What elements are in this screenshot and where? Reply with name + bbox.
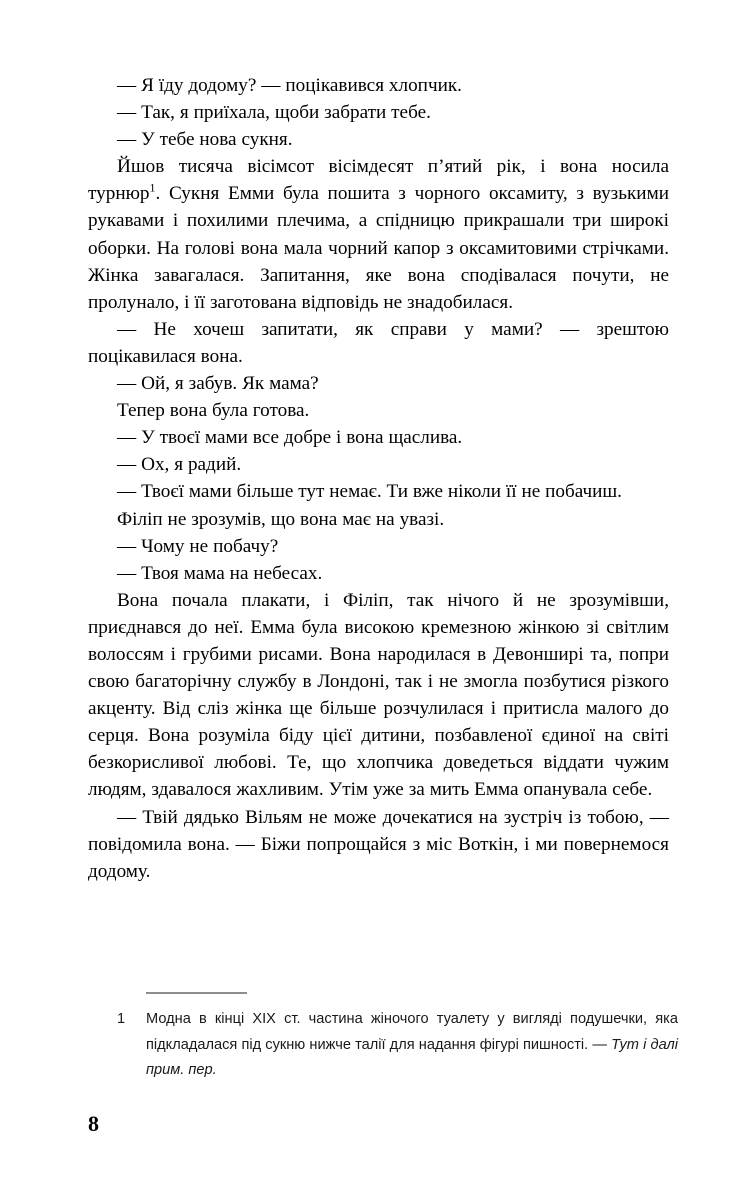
paragraph-dialogue-9: — Чому не побачу?: [117, 535, 279, 557]
footnote-text-italic: Тут і далі прим. пер.: [146, 1036, 678, 1078]
page-number: 8: [88, 1111, 99, 1136]
paragraph-dialogue-8: — Твоєї мами більше тут немає. Ти вже ніколи її не побачиш.: [117, 481, 622, 503]
paragraph-dialogue-2: — Так, я приїхала, щоби забрати тебе.: [117, 102, 431, 124]
footnote-text: [146, 1007, 678, 1084]
paragraph-dialogue-3: — У тебе нова сукня.: [117, 129, 293, 151]
footnote-text-regular: Модна в кінці XIX ст. частина жіночого туалету у вигляді подушечки, яка підкладалася під сукню нижче талії для надання фігурі пишності. —: [146, 1011, 678, 1053]
paragraph-narrative-bustle-text: Йшов тисяча вісімсот вісімдесят п’ятий рік, і вона носила турнюр$^1$. Сукня Емми була пошита з чорного оксамиту, з вузькими рукавами і похилими плечима, а спідницю прикрашали три широкі оборки. На голові вона мала чорний капор з оксамитовими стрічками. Жінка завагалася. Запитання, яке вона сподівалася почути, не пролунало, і її заготована відповідь не знадобилася.: [88, 156, 669, 313]
paragraph-dialogue-6: — У твоєї мами все добре і вона щаслива.: [117, 427, 463, 449]
footnote-reference-marker[interactable]: 1: [149, 180, 156, 195]
footnote-separator-rule: [146, 992, 247, 994]
paragraph-narrative-bustle: [88, 153, 669, 316]
main-text-block: [88, 72, 669, 885]
paragraph-dialogue-11: — Твій дядько Вільям не може дочекатися на зустріч із тобою, — повідомила вона. — Біжи попрощайся з міс Воткін, і ми повернемося додому.: [88, 806, 669, 882]
footnote-zone: [88, 992, 678, 1084]
paragraph-dialogue-10: — Твоя мама на небесах.: [117, 562, 323, 584]
footnote-number: 1: [117, 1011, 126, 1027]
paragraph-narrative-ready: Тепер вона була готова.: [117, 400, 310, 422]
paragraph-dialogue-5: — Ой, я забув. Як мама?: [117, 373, 319, 395]
paragraph-narrative-philip: Філіп не зрозумів, що вона має на увазі.: [117, 508, 445, 530]
footnote-entry: [88, 1007, 678, 1084]
paragraph-narrative-emma: Вона почала плакати, і Філіп, так нічого й не зрозумівши, приєднався до неї. Емма була високою кремезною жінкою зі світлим волоссям і грубими рисами. Вона народилася в Девонширі та, попри свою багаторічну службу в Лондоні, так і не змогла позбутися різкого акценту. Від сліз жінка ще більше розчулилася і притисла малого до серця. Вона розуміла біду цієї дитини, позбавленої єдиної на світі безкорисливої любові. Те, що хлопчика доведеться віддати чужим людям, здавалося жахливим. Утім уже за мить Емма опанувала себе.: [88, 589, 669, 801]
paragraph-dialogue-1: — Я їду додому? — поцікавився хлопчик.: [117, 75, 462, 96]
paragraph-dialogue-7: — Ох, я радий.: [117, 454, 242, 476]
paragraph-dialogue-4: — Не хочеш запитати, як справи у мами? — зрештою поцікавилася вона.: [88, 318, 669, 367]
